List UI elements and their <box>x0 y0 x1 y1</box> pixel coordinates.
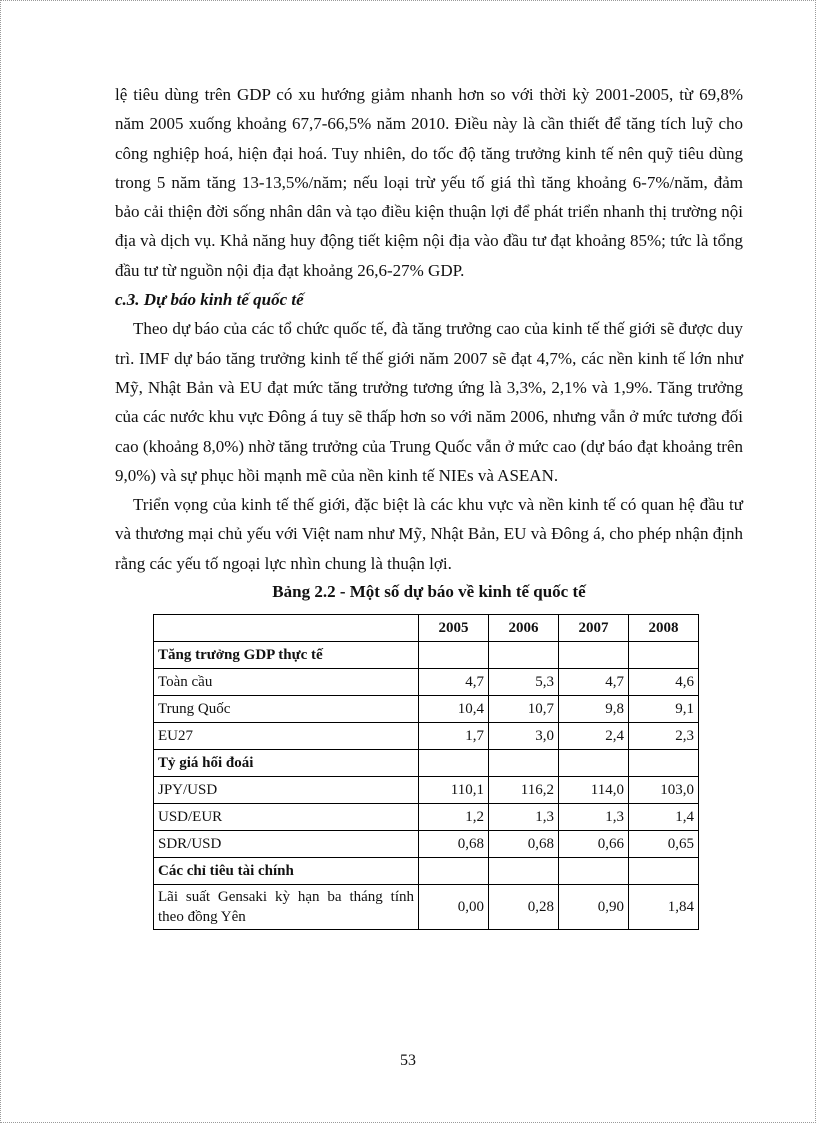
table-caption: Bảng 2.2 - Một số dự báo về kinh tế quốc tế <box>272 582 586 602</box>
row-label: EU27 <box>154 723 419 750</box>
value-cell: 1,2 <box>419 804 489 831</box>
empty-cell <box>559 642 629 669</box>
value-cell: 110,1 <box>419 777 489 804</box>
empty-cell <box>419 642 489 669</box>
value-cell: 1,3 <box>559 804 629 831</box>
value-cell: 4,7 <box>419 669 489 696</box>
value-cell: 0,66 <box>559 831 629 858</box>
value-cell: 1,3 <box>489 804 559 831</box>
value-cell: 1,4 <box>629 804 699 831</box>
row-label: Toàn cầu <box>154 669 419 696</box>
value-cell: 114,0 <box>559 777 629 804</box>
value-cell: 4,6 <box>629 669 699 696</box>
section-row-fx <box>154 750 699 777</box>
empty-cell <box>559 858 629 885</box>
empty-cell <box>489 642 559 669</box>
value-cell: 9,8 <box>559 696 629 723</box>
table-row <box>154 777 699 804</box>
value-cell: 3,0 <box>489 723 559 750</box>
table-row <box>154 804 699 831</box>
paragraph-forecast: Theo dự báo của các tổ chức quốc tế, đà tăng trưởng cao của kinh tế thế giới sẽ được duy trì. IMF dự báo tăng trưởng kinh tế thế giới năm 2007 sẽ đạt 4,7%, các nền kinh tế lớn như Mỹ, Nhật Bản và EU đạt mức tăng trưởng tương ứng là 3,3%, 2,1% và 1,9%. Tăng trưởng của các nước khu vực Đông á tuy sẽ thấp hơn so với năm 2006, nhưng vẫn ở mức tương đối cao (khoảng 8,0%) nhờ tăng trưởng của Trung Quốc vẫn ở mức cao (dự báo đạt khoảng trên 9,0%) và sự phục hồi mạnh mẽ của nền kinh tế NIEs và ASEAN. <box>115 319 743 485</box>
value-cell: 9,1 <box>629 696 699 723</box>
empty-cell <box>629 858 699 885</box>
empty-cell <box>489 750 559 777</box>
table-row <box>154 831 699 858</box>
empty-cell <box>419 750 489 777</box>
table-row <box>154 696 699 723</box>
row-label: SDR/USD <box>154 831 419 858</box>
empty-cell <box>419 858 489 885</box>
row-label: Lãi suất Gensaki kỳ hạn ba tháng tính theo đồng Yên <box>154 885 419 930</box>
value-cell: 1,84 <box>629 885 699 930</box>
value-cell: 0,28 <box>489 885 559 930</box>
page-content <box>115 80 743 930</box>
row-label: Trung Quốc <box>154 696 419 723</box>
paragraph-outlook: Triển vọng của kinh tế thế giới, đặc biệt là các khu vực và nền kinh tế có quan hệ đầu tư và thương mại chủ yếu với Việt nam như Mỹ, Nhật Bản, EU và Đông á, cho phép nhận định rằng các yếu tố ngoại lực nhìn chung là thuận lợi. <box>115 495 743 573</box>
empty-cell <box>629 750 699 777</box>
row-label: USD/EUR <box>154 804 419 831</box>
section-heading: c.3. Dự báo kinh tế quốc tế <box>115 290 304 310</box>
value-cell: 0,68 <box>419 831 489 858</box>
value-cell: 0,68 <box>489 831 559 858</box>
header-year: 2008 <box>629 615 699 642</box>
header-year: 2006 <box>489 615 559 642</box>
header-year: 2007 <box>559 615 629 642</box>
empty-cell <box>629 642 699 669</box>
section-row-fin <box>154 858 699 885</box>
row-label: JPY/USD <box>154 777 419 804</box>
value-cell: 0,65 <box>629 831 699 858</box>
value-cell: 10,4 <box>419 696 489 723</box>
value-cell: 2,3 <box>629 723 699 750</box>
table-row <box>154 885 699 930</box>
value-cell: 4,7 <box>559 669 629 696</box>
value-cell: 2,4 <box>559 723 629 750</box>
value-cell: 5,3 <box>489 669 559 696</box>
table-row <box>154 669 699 696</box>
header-empty-cell <box>154 615 419 642</box>
page-number: 53 <box>400 1052 416 1069</box>
empty-cell <box>489 858 559 885</box>
section-label: Tỷ giá hối đoái <box>154 750 419 777</box>
value-cell: 1,7 <box>419 723 489 750</box>
value-cell: 0,00 <box>419 885 489 930</box>
section-label: Các chỉ tiêu tài chính <box>154 858 419 885</box>
table-row <box>154 723 699 750</box>
value-cell: 103,0 <box>629 777 699 804</box>
paragraph-consumption: lệ tiêu dùng trên GDP có xu hướng giảm nhanh hơn so với thời kỳ 2001-2005, từ 69,8% năm 2005 xuống khoảng 67,7-66,5% năm 2010. Điều này là cần thiết để tăng tích luỹ cho công nghiệp hoá, hiện đại hoá. Tuy nhiên, do tốc độ tăng trưởng kinh tế nên quỹ tiêu dùng trong 5 năm tăng 13-13,5%/năm; nếu loại trừ yếu tố giá thì tăng khoảng 6-7%/năm, đảm bảo cải thiện đời sống nhân dân và tạo điều kiện thuận lợi để phát triển nhanh thị trường nội địa và dịch vụ. Khả năng huy động tiết kiệm nội địa vào đầu tư đạt khoảng 85%; tức là tổng đầu tư từ nguồn nội địa đạt khoảng 26,6-27% GDP. <box>115 85 743 280</box>
value-cell: 0,90 <box>559 885 629 930</box>
value-cell: 116,2 <box>489 777 559 804</box>
forecast-table <box>153 614 699 930</box>
empty-cell <box>559 750 629 777</box>
section-row-gdp <box>154 642 699 669</box>
section-label: Tăng trưởng GDP thực tế <box>154 642 419 669</box>
header-year: 2005 <box>419 615 489 642</box>
table-header-row <box>154 615 699 642</box>
value-cell: 10,7 <box>489 696 559 723</box>
